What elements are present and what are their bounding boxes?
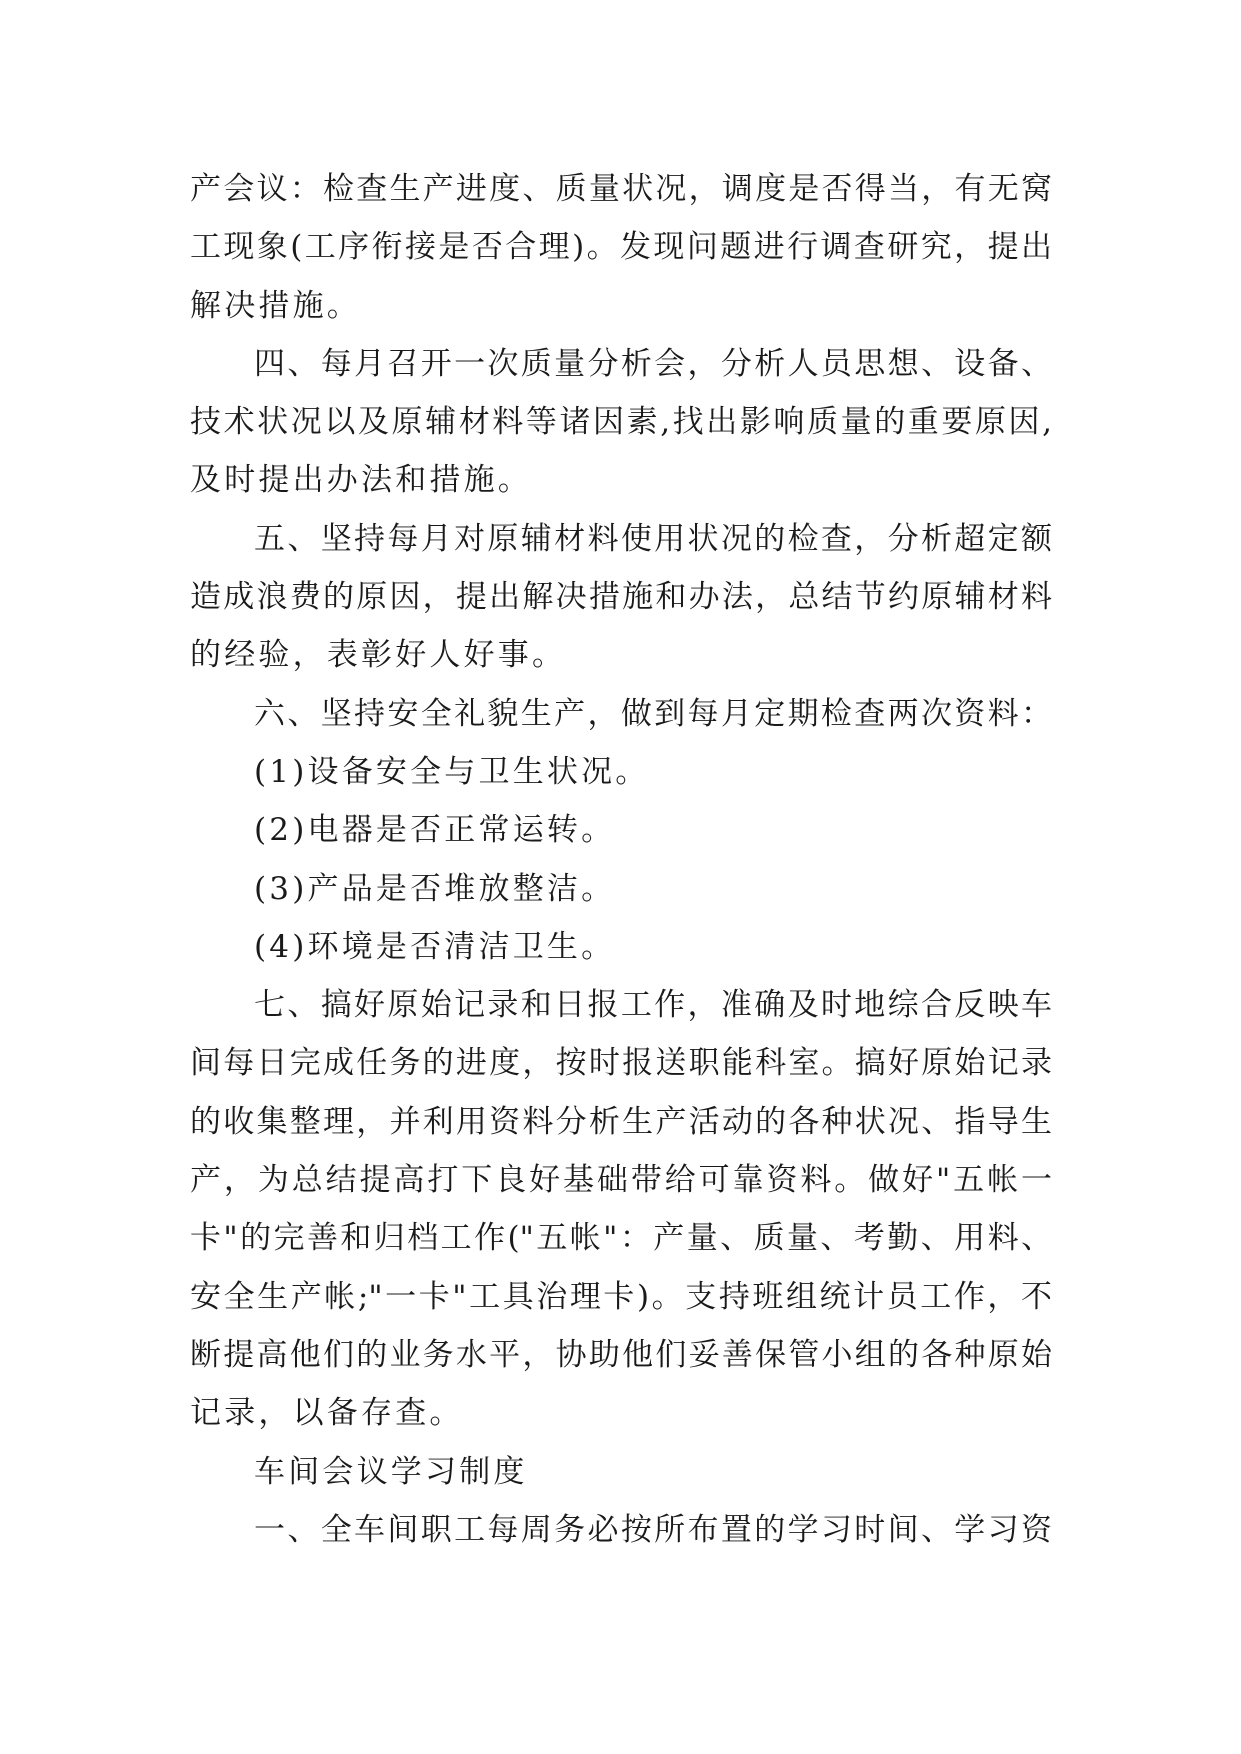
text-line: 技术状况以及原辅材料等诸因素,找出影响质量的重要原因,: [190, 404, 1052, 441]
text-line: 间每日完成任务的进度，按时报送职能科室。搞好原始记录: [190, 1045, 1052, 1082]
text-line: 产会议：检查生产进度、质量状况，调度是否得当，有无窝: [190, 171, 1052, 207]
text-line: 卡"的完善和归档工作("五帐"：产量、质量、考勤、用料、: [190, 1220, 1052, 1257]
text-line: 安全生产帐;"一卡"工具治理卡)。支持班组统计员工作，不: [190, 1278, 1052, 1315]
text-line: 五、坚持每月对原辅材料使用状况的检查，分析超定额: [254, 520, 1052, 557]
text-line: 及时提出办法和措施。: [190, 462, 532, 499]
text-line: (2)电器是否正常运转。: [254, 812, 616, 849]
text-line: 一、全车间职工每周务必按所布置的学习时间、学习资: [254, 1511, 1052, 1548]
text-line: 四、每月召开一次质量分析会，分析人员思想、设备、: [254, 345, 1052, 382]
text-line: (3)产品是否堆放整洁。: [254, 870, 616, 907]
text-line: 造成浪费的原因，提出解决措施和办法，总结节约原辅材料: [190, 579, 1052, 616]
text-line: 产，为总结提高打下良好基础带给可靠资料。做好"五帐一: [190, 1162, 1052, 1199]
body-text: [190, 160, 1052, 1559]
text-line: 断提高他们的业务水平，协助他们妥善保管小组的各种原始: [190, 1336, 1052, 1373]
text-line: 记录，以备存查。: [190, 1395, 464, 1432]
text-line: 的收集整理，并利用资料分析生产活动的各种状况、指导生: [190, 1103, 1052, 1140]
text-line: 七、搞好原始记录和日报工作，准确及时地综合反映车: [254, 987, 1052, 1024]
text-line: 六、坚持安全礼貌生产，做到每月定期检查两次资料：: [254, 695, 1052, 732]
text-line: 车间会议学习制度: [254, 1453, 528, 1490]
text-line: (4)环境是否清洁卫生。: [254, 928, 616, 965]
text-line: 的经验，表彰好人好事。: [190, 637, 567, 674]
text-line: 工现象(工序衔接是否合理)。发现问题进行调查研究，提出: [190, 229, 1052, 266]
text-line: (1)设备安全与卫生状况。: [254, 753, 650, 790]
text-line: 解决措施。: [190, 287, 361, 324]
